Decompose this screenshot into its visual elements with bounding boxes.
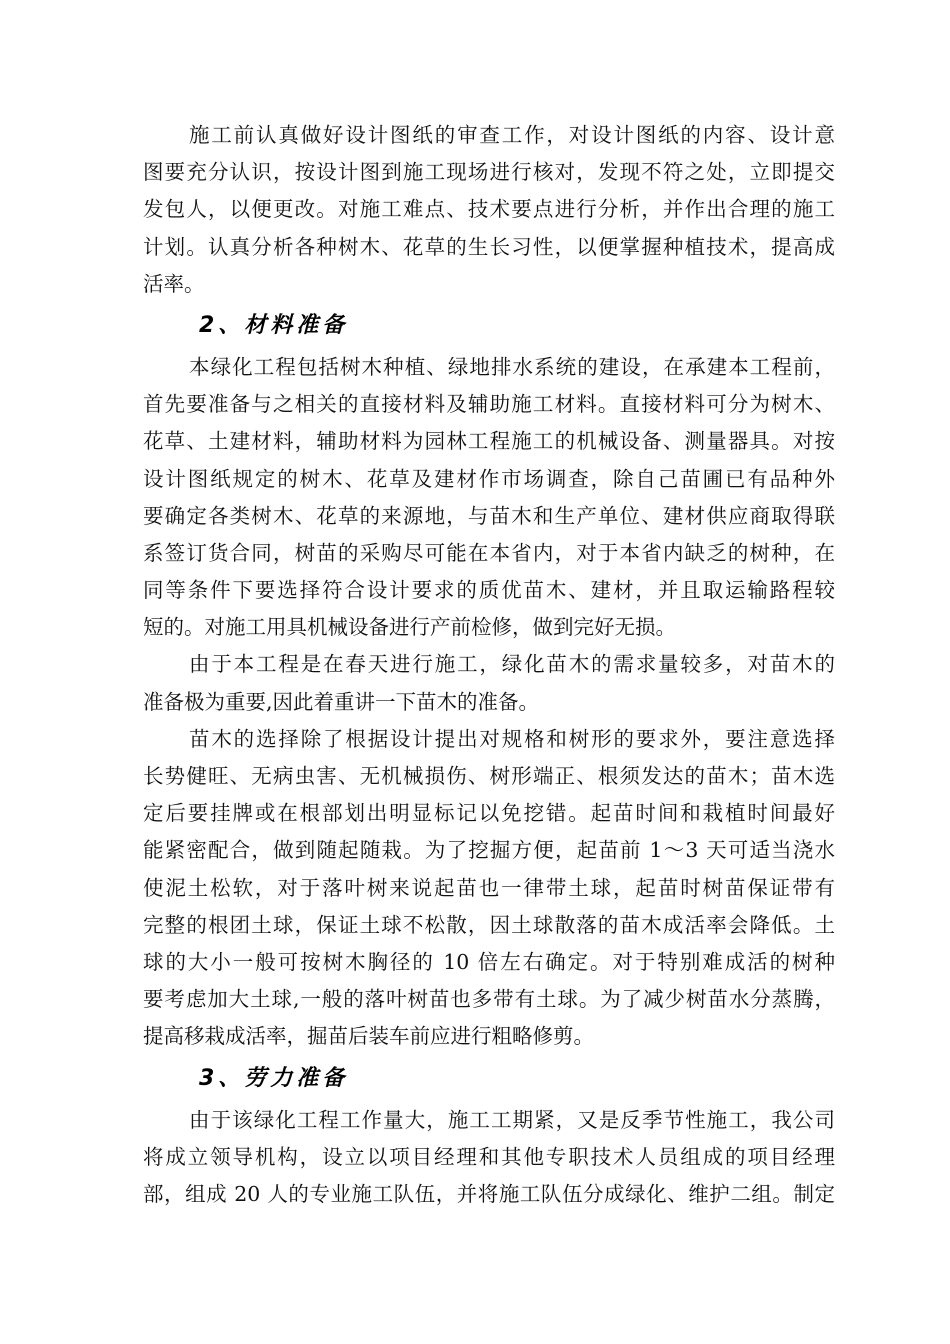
text-line: 由于本工程是在春天进行施工，绿化苗木的需求量较多，对苗木的 bbox=[189, 652, 835, 677]
text-line: 系签订货合同，树苗的采购尽可能在本省内，对于本省内缺乏的树种，在 bbox=[143, 540, 835, 565]
text-line: 短的。对施工用具机械设备进行产前检修，做到完好无损。 bbox=[143, 615, 676, 640]
text-line: 活率。 bbox=[143, 271, 205, 296]
text-line: 施工前认真做好设计图纸的审查工作，对设计图纸的内容、设计意 bbox=[189, 123, 835, 147]
paragraph-labor-organization bbox=[143, 1102, 835, 1214]
text-line: 发包人，以便更改。对施工难点、技术要点进行分析，并作出合理的施工 bbox=[143, 197, 835, 222]
section-heading-materials: 2、材料准备 bbox=[199, 312, 349, 338]
text-line: 设计图纸规定的树木、花草及建材作市场调查，除自己苗圃已有品种外 bbox=[143, 466, 835, 491]
text-line: 能紧密配合，做到随起随栽。为了挖掘方便，起苗前 1～3 天可适当浇水 bbox=[143, 838, 835, 863]
text-line: 准备极为重要,因此着重讲一下苗木的准备。 bbox=[143, 689, 540, 714]
paragraph-seedling-demand bbox=[143, 646, 835, 720]
text-line: 由于该绿化工程工作量大，施工工期紧，又是反季节性施工，我公司 bbox=[189, 1107, 835, 1132]
text-line: 计划。认真分析各种树木、花草的生长习性，以便掌握种植技术，提高成 bbox=[143, 234, 835, 259]
text-line: 使泥土松软，对于落叶树来说起苗也一律带土球，起苗时树苗保证带有 bbox=[143, 875, 835, 900]
text-line: 将成立领导机构，设立以项目经理和其他专职技术人员组成的项目经理 bbox=[143, 1144, 835, 1169]
text-line: 首先要准备与之相关的直接材料及辅助施工材料。直接材料可分为树木、 bbox=[143, 392, 835, 417]
text-line: 要确定各类树木、花草的来源地，与苗木和生产单位、建材供应商取得联 bbox=[143, 503, 835, 528]
text-line: 同等条件下要选择符合设计要求的质优苗木、建材，并且取运输路程较 bbox=[143, 578, 835, 603]
text-line: 花草、土建材料，辅助材料为园林工程施工的机械设备、测量器具。对按 bbox=[143, 429, 835, 454]
text-line: 图要充分认识，按设计图到施工现场进行核对，发现不符之处，立即提交 bbox=[143, 160, 835, 185]
paragraph-materials-overview bbox=[143, 349, 835, 647]
text-line: 球的大小一般可按树木胸径的 10 倍左右确定。对于特别难成活的树种 bbox=[143, 949, 835, 974]
document-page bbox=[143, 117, 835, 1213]
text-line: 本绿化工程包括树木种植、绿地排水系统的建设，在承建本工程前， bbox=[189, 354, 835, 379]
text-line: 提高移栽成活率，掘苗后装车前应进行粗略修剪。 bbox=[143, 1024, 594, 1049]
text-line: 苗木的选择除了根据设计提出对规格和树形的要求外，要注意选择 bbox=[189, 726, 835, 751]
text-line: 长势健旺、无病虫害、无机械损伤、树形端正、根须发达的苗木；苗木选 bbox=[143, 764, 835, 788]
text-line: 部，组成 20 人的专业施工队伍，并将施工队伍分成绿化、维护二组。制定 bbox=[143, 1181, 835, 1206]
paragraph-seedling-selection bbox=[143, 721, 835, 1056]
text-line: 要考虑加大土球,一般的落叶树苗也多带有土球。为了减少树苗水分蒸腾， bbox=[143, 987, 835, 1012]
paragraph-design-review bbox=[143, 117, 835, 303]
section-heading-labor: 3、劳力准备 bbox=[199, 1065, 349, 1091]
text-line: 完整的根团土球，保证土球不松散，因土球散落的苗木成活率会降低。土 bbox=[143, 912, 835, 937]
text-line: 定后要挂牌或在根部划出明显标记以免挖错。起苗时间和栽植时间最好 bbox=[143, 801, 835, 826]
